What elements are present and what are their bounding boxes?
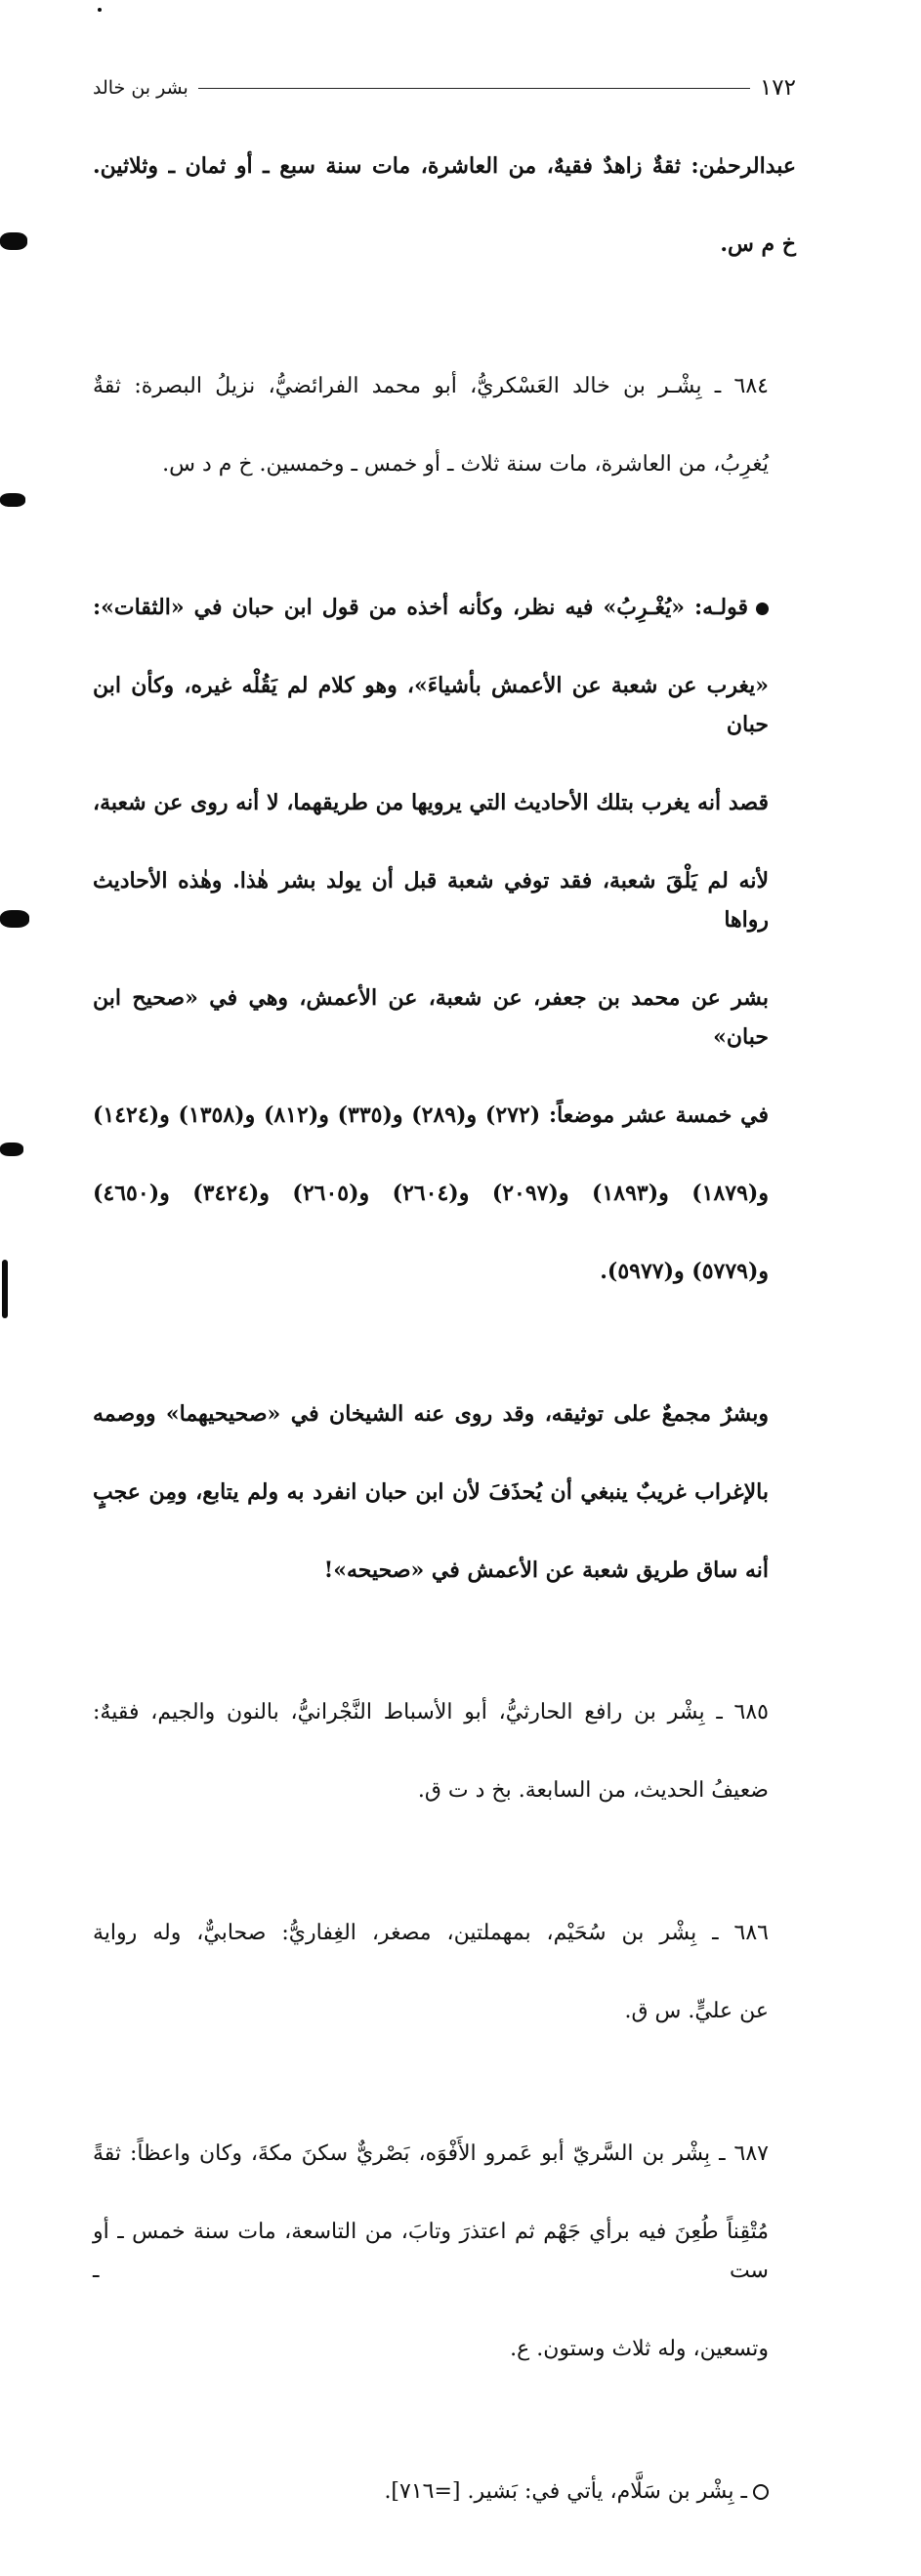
text-line: أنه ساق طريق شعبة عن الأعمش في «صحيحه»! [323,1558,769,1583]
commentary-684 [93,549,796,1330]
entry-685 [93,1654,796,1849]
text-line: يُغرِبُ، من العاشرة، مات سنة ثلاث ـ أو خمس ـ وخمسين. خ م د س. [162,452,769,477]
continued-entry [93,107,796,303]
entry-684 [93,328,796,523]
page-content [93,107,796,2551]
page-number: ١٧٢ [759,75,796,101]
scan-mark [0,910,29,928]
text-line: ٦٨٧ ـ بِشْر بن السَّريّ أبو عَمرو الأَفْوَه، بَصْريٌّ سكنَ مكةَ، وكان واعظاً: ثقةً [93,2141,769,2166]
text-line: مُتْقِناً طُعِنَ فيه برأي جَهْم ثم اعتذرَ وتابَ، من التاسعة، مات سنة خمس ـ أو ست ـ [93,2220,769,2283]
scan-mark [2,1260,8,1318]
text-line: وتسعين، وله ثلاث وستون. ع. [510,2337,769,2361]
entry-686 [93,1875,796,2070]
text-line: «يغرب عن شعبة عن الأعمش بأشياءَ»، وهو كلام لم يَقُلْه غيره، وكأن ابن حبان [93,673,769,737]
scan-mark [0,1143,23,1156]
text-line: لأنه لم يَلْقَ شعبة، فقد توفي شعبة قبل أن يولد بشر هٰذا. وهٰذه الأحاديث رواها [93,868,769,933]
header-rule [198,88,750,89]
text-line: عبدالرحمٰن: ثقةٌ زاهدٌ فقيهٌ، من العاشرة، مات سنة سبع ـ أو ثمان ـ وثلاثين. [93,153,796,179]
text-line: قصد أنه يغرب بتلك الأحاديث التي يرويها من طريقهما، لا أنه روى عن شعبة، [93,790,769,815]
text-line: عن عليٍّ. س ق. [624,1999,769,2023]
text-line: ٦٨٥ ـ بِشْر بن رافع الحارثيُّ، أبو الأسباط النَّجْرانيُّ، بالنون والجيم، فقيهٌ: [93,1700,769,1724]
text-line: ضعيفُ الحديث، من السابعة. بخ د ت ق. [417,1778,769,1803]
page-header [93,68,796,107]
text-line: وبشرٌ مجمعٌ على توثيقه، وقد روى عنه الشيخان في «صحيحيهما» ووصمه [93,1401,769,1427]
scan-mark [0,493,25,507]
entry-687 [93,2096,796,2408]
text-line: بالإغراب غريبٌ ينبغي أن يُحذَفَ لأن ابن حبان انفرد به ولم يتابع، ومِن عجبٍ [93,1479,769,1505]
text-line: و(١٨٧٩) و(١٨٩٣) و(٢٠٩٧) و(٢٦٠٤) و(٢٦٠٥) و(٣٤٢٤) و(٤٦٥٠) [93,1181,769,1206]
text-line: بشر عن محمد بن جعفر، عن شعبة، عن الأعمش، وهي في «صحيح ابن حبان» [93,985,769,1050]
book-page [93,68,796,2576]
scan-mark [0,232,27,250]
scan-dot [98,8,102,12]
circle-icon [753,2484,769,2500]
bullet-icon [756,602,769,615]
text-line: في خمسة عشر موضعاً: (٢٧٢) و(٢٨٩) و(٣٣٥) و(٨١٢) و(١٣٥٨) و(١٤٢٤) [93,1102,769,1128]
text-line: ٦٨٦ ـ بِشْر بن سُحَيْم، بمهملتين، مصغر، الغِفاريُّ: صحابيٌّ، وله رواية [93,1921,769,1945]
text-line: خ م س. [720,231,796,257]
text-line: ٦٨٤ ـ بِشْـر بن خالد العَسْكريُّ، أبو محمد الفرائضيُّ، نزيلُ البصرة: ثقةٌ [93,374,769,398]
running-title: بشر بن خالد [93,77,188,99]
text-line: و(٥٧٧٩) و(٥٩٧٧). [600,1259,769,1284]
commentary-684-continued [93,1355,796,1629]
cross-reference [93,2433,796,2551]
text-line: ـ بِشْر بن سَلَّام، يأتي في: بَشير. [=٧١٦]. [93,2472,769,2512]
text-line: قولـه: «يُغْـرِبُ» فيه نظر، وكأنه أخذه من قول ابن حبان في «الثقات»: [93,588,769,627]
